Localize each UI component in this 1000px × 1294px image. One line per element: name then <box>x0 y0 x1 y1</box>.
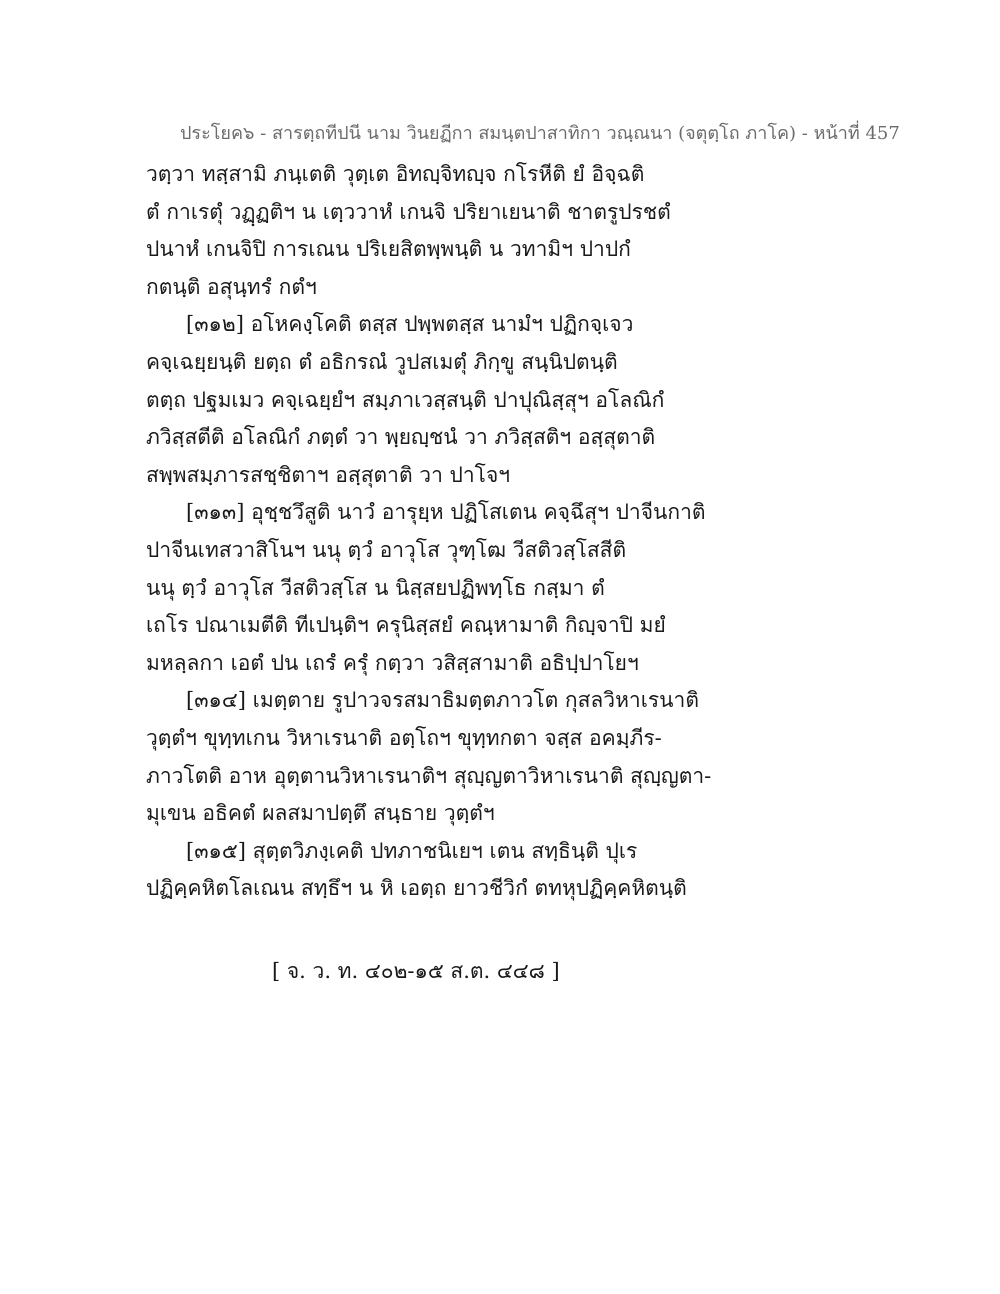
page-reference: [ จ. ว. ท. ๔๐๒-๑๕ ส.ต. ๔๔๘ ] <box>272 959 560 983</box>
body-text <box>146 156 712 908</box>
text-line: ตํ กาเรตุํ วฏฺฏติฯ น เตฺววาหํ เกนจิ ปริยาเยนาติ ชาตรูปรชตํ <box>146 199 671 224</box>
text-line: ภาวโตติ อาห อุตฺตานวิหาเรนาติฯ สุญฺญตาวิหาเรนาติ สุญฺญตา- <box>146 763 712 788</box>
paragraph-start-line: [๓๑๒] อโหคงฺโคติ ตสฺส ปพฺพตสฺส นามํฯ ปฏิกจฺเจว <box>186 312 634 337</box>
text-line: ตตฺถ ปฐมเมว คจฺเฉยฺยํฯ สมฺภาเวสฺสนฺติ ปาปุณิสฺสุฯ อโลณิกํ <box>146 387 665 412</box>
paragraph-start-line: [๓๑๓] อุชฺชวึสูติ นาวํ อารุยฺห ปฏิโสเตน คจฺฉึสุฯ ปาจีนกาติ <box>186 500 706 525</box>
text-line: วุตฺตํฯ ขุทฺทเกน วิหาเรนาติ อตฺโถฯ ขุทฺทกตา จสฺส อคมฺภีร- <box>146 725 662 750</box>
text-line: วตฺวา ทสฺสามิ ภนฺเตติ วุตฺเต อิทญฺจิทญฺจ กโรหีติ ยํ อิจฺฉติ <box>146 162 645 186</box>
page-header: ประโยค๖ - สารตฺถทีปนี นาม วินยฏีกา สมนฺตปาสาทิกา วณฺณนา (จตุตฺโถ ภาโค) - หน้าที่ 457 <box>180 123 900 144</box>
text-line: ภวิสฺสตีติ อโลณิกํ ภตฺตํ วา พฺยญฺชนํ วา ภวิสฺสติฯ อสฺสุตาติ <box>146 425 656 450</box>
text-line: ปนาหํ เกนจิปิ การเณน ปริเยสิตพฺพนฺติ น วทามิฯ ปาปกํ <box>146 237 631 262</box>
text-line: ปฏิคฺคหิตโลเณน สทฺธึฯ น หิ เอตฺถ ยาวชีวิกํ ตทหุปฏิคฺคหิตนฺติ <box>146 876 687 901</box>
text-line: คจฺเฉยฺยนฺติ ยตฺถ ตํ อธิกรณํ วูปสเมตุํ ภิกฺขู สนฺนิปตนฺติ <box>146 349 618 374</box>
text-line: กตนฺติ อสุนฺทรํ กตํฯ <box>146 274 317 299</box>
text-line: มหลฺลกา เอตํ ปน เถรํ ครุํ กตฺวา วสิสฺสามาติ อธิปฺปาโยฯ <box>146 650 639 675</box>
paragraph-start-line: [๓๑๕] สุตฺตวิภงฺเคติ ปทภาชนิเยฯ เตน สทฺธินฺติ ปุเร <box>186 838 638 863</box>
text-line: นนุ ตฺวํ อาวุโส วีสติวสฺโส น นิสฺสยปฏิพทฺโธ กสฺมา ตํ <box>146 575 605 600</box>
paragraph-start-line: [๓๑๔] เมตฺตาย รูปาวจรสมาธิมตฺตภาวโต กุสลวิหาเรนาติ <box>186 688 699 713</box>
text-line: มุเขน อธิคตํ ผลสมาปตฺตึ สนฺธาย วุตฺตํฯ <box>146 801 495 826</box>
text-line: เถโร ปณาเมตีติ ทีเปนฺติฯ ครุนิสฺสยํ คณฺหามาติ กิญฺจาปิ มยํ <box>146 613 666 638</box>
text-line: สพฺพสมฺภารสชฺชิตาฯ อสฺสุตาติ วา ปาโจฯ <box>146 462 511 487</box>
text-line: ปาจีนเทสวาสิโนฯ นนุ ตฺวํ อาวุโส วุฑฺโฒ วีสติวสฺโสสีติ <box>146 537 627 562</box>
